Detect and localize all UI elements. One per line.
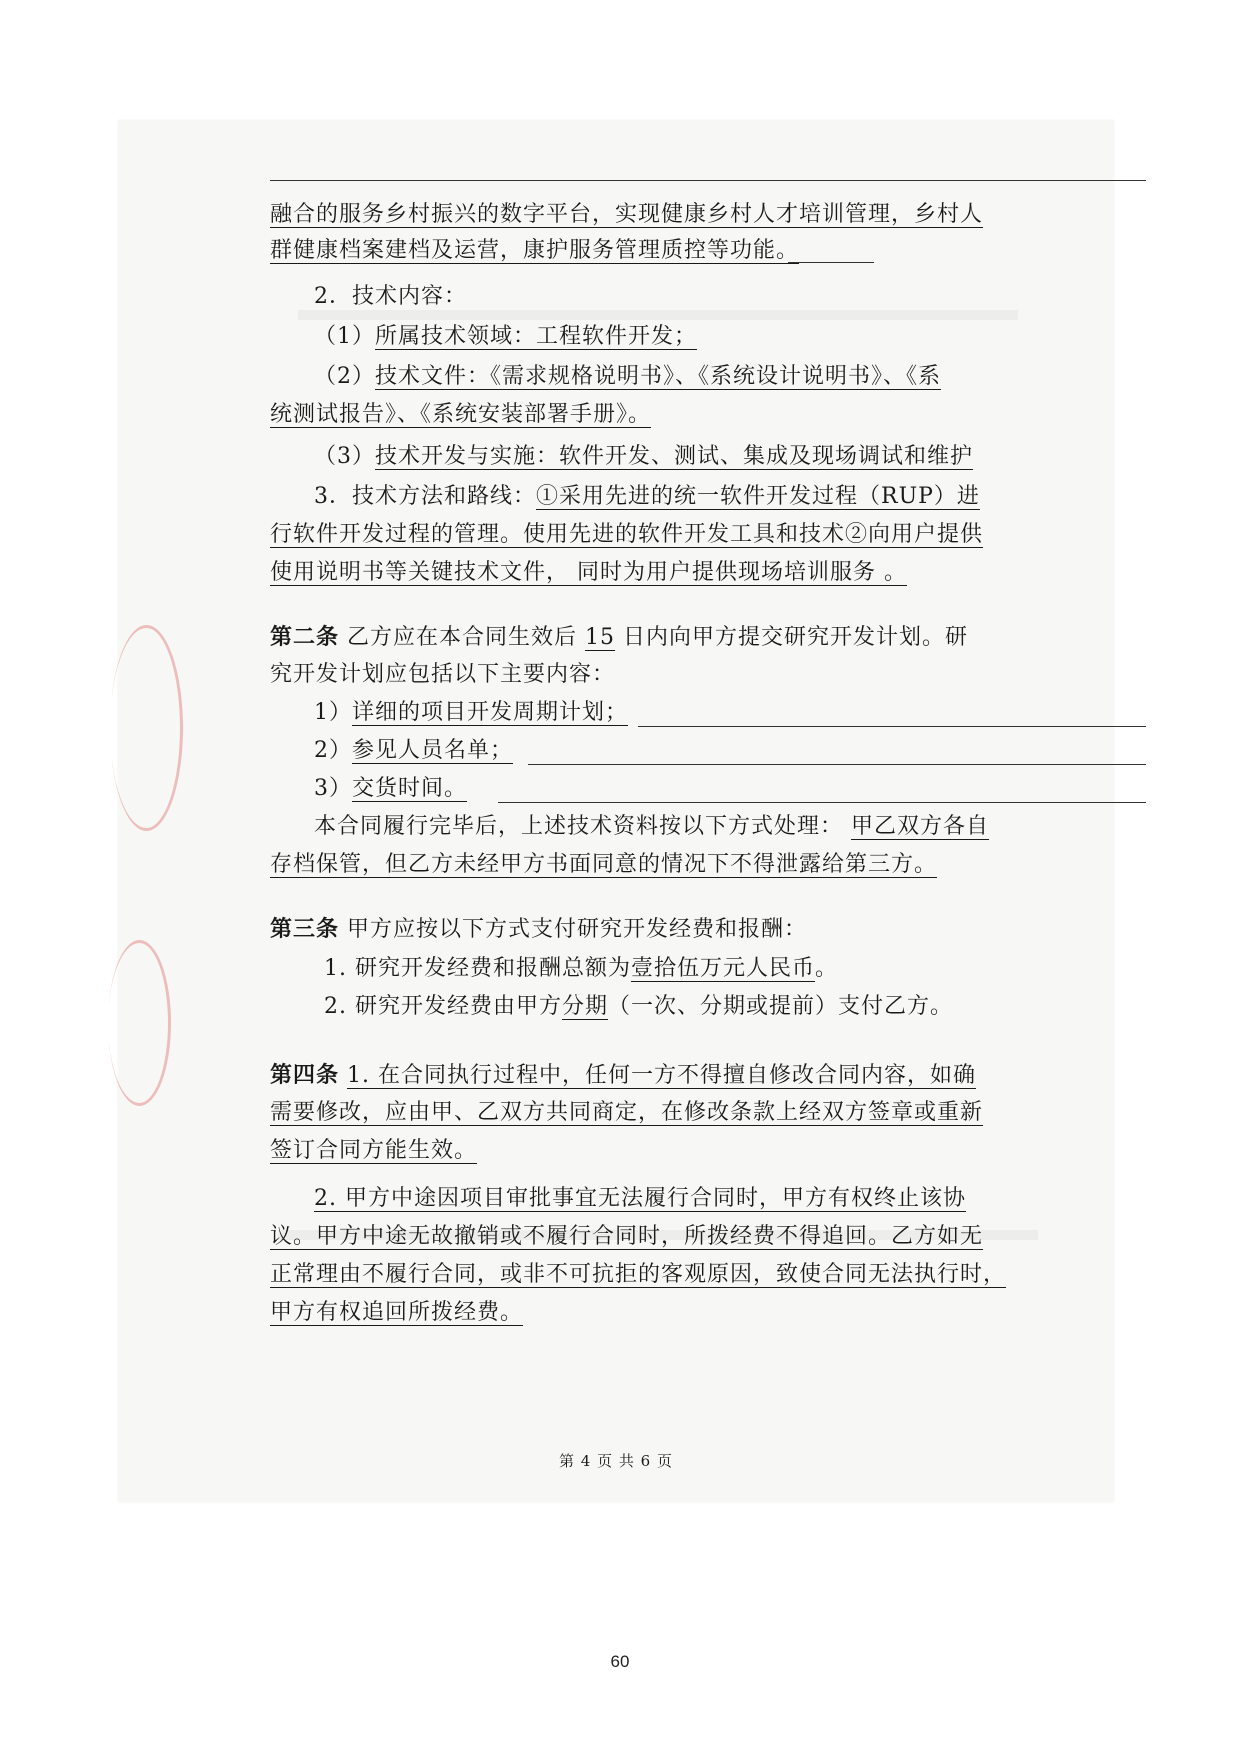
article-3-line xyxy=(270,912,807,947)
body-text: 甲方应按以下方式支付研究开发经费和报酬： xyxy=(347,917,808,942)
paragraph-line: 究开发计划应包括以下主要内容： xyxy=(270,662,616,687)
list-item xyxy=(314,696,628,730)
underlined-text: 分期 xyxy=(561,994,608,1019)
body-text: 。 xyxy=(815,956,839,981)
underlined-text: 壹拾伍万元人民币 xyxy=(630,956,815,981)
header-rule xyxy=(270,180,1146,181)
fill-underline xyxy=(788,262,874,263)
list-marker: 2） xyxy=(314,738,352,763)
paragraph-line: 议。甲方中途无故撤销或不履行合同时，所拨经费不得追回。乙方如无 xyxy=(270,1224,984,1249)
underlined-text: 交货时间。 xyxy=(352,776,468,801)
body-text: 日内向甲方提交研究开发计划。研 xyxy=(615,625,969,650)
red-seal-stamp xyxy=(110,625,183,831)
list-item xyxy=(314,360,941,394)
payment-line xyxy=(324,990,953,1024)
list-item xyxy=(314,734,513,768)
fill-underline xyxy=(498,802,1146,803)
body-text: 2. 研究开发经费由甲方 xyxy=(324,994,562,1019)
underlined-text: 所属技术领域：工程软件开发； xyxy=(375,324,698,349)
underlined-text: 详细的项目开发周期计划； xyxy=(352,700,629,725)
underlined-text: ①采用先进的统一软件开发过程（RUP）进 xyxy=(536,484,980,509)
fill-underline xyxy=(638,726,1146,727)
list-marker: （3） xyxy=(314,444,375,469)
page-footer: 第 4 页 共 6 页 xyxy=(559,1452,673,1470)
list-marker: （1） xyxy=(314,324,375,349)
scanned-contract-page xyxy=(118,120,1114,1502)
body-text: 乙方应在本合同生效后 xyxy=(347,625,586,650)
underlined-text: 参见人员名单； xyxy=(352,738,514,763)
underlined-text: 技术文件：《需求规格说明书》、《系统设计说明书》、《系 xyxy=(375,364,942,389)
list-marker: 1） xyxy=(314,700,352,725)
paragraph-line: 签订合同方能生效。 xyxy=(270,1138,478,1163)
paragraph-line: 行软件开发过程的管理。使用先进的软件开发工具和技术②向用户提供 xyxy=(270,522,984,547)
page-number: 60 xyxy=(610,1652,630,1671)
body-text: 本合同履行完毕后，上述技术资料按以下方式处理： xyxy=(314,814,844,839)
article-2-line xyxy=(270,620,968,655)
paragraph-line: 群健康档案建档及运营，康护服务管理质控等功能。 xyxy=(270,238,800,263)
paragraph-line xyxy=(314,480,980,514)
paragraph-line xyxy=(314,810,989,844)
section-heading: 2．技术内容： xyxy=(314,284,467,309)
payment-line xyxy=(324,952,838,986)
underlined-text: 技术开发与实施：软件开发、测试、集成及现场调试和维护 xyxy=(375,444,974,469)
article-title: 第四条 xyxy=(270,1062,340,1088)
underlined-text: 1. 在合同执行过程中，任何一方不得擅自修改合同内容，如确 xyxy=(347,1063,977,1088)
underlined-text: 甲乙双方各自 xyxy=(851,814,990,839)
fill-underline xyxy=(528,764,1146,765)
paragraph-line: 融合的服务乡村振兴的数字平台，实现健康乡村人才培训管理，乡村人 xyxy=(270,202,984,227)
red-seal-stamp-2 xyxy=(108,940,171,1106)
body-text: （一次、分期或提前）支付乙方。 xyxy=(608,994,954,1019)
list-marker: （2） xyxy=(314,364,375,389)
list-marker: 3） xyxy=(314,776,352,801)
underlined-text: 15 xyxy=(585,625,616,650)
label-text: 3．技术方法和路线： xyxy=(314,484,536,509)
paragraph-line: 存档保管，但乙方未经甲方书面同意的情况下不得泄露给第三方。 xyxy=(270,852,938,877)
paragraph-line: 使用说明书等关键技术文件， 同时为用户提供现场培训服务 。 xyxy=(270,560,907,585)
paragraph-line: 正常理由不履行合同，或非不可抗拒的客观原因，致使合同无法执行时， xyxy=(270,1262,1007,1287)
paragraph-line: 需要修改，应由甲、乙双方共同商定，在修改条款上经双方签章或重新 xyxy=(270,1100,984,1125)
article-title: 第二条 xyxy=(270,624,340,650)
article-4-line xyxy=(270,1058,976,1093)
list-item xyxy=(314,440,973,474)
list-item xyxy=(314,772,467,806)
paragraph-line: 统测试报告》、《系统安装部署手册》。 xyxy=(270,402,652,427)
list-item xyxy=(314,320,697,354)
paragraph-line: 2. 甲方中途因项目审批事宜无法履行合同时，甲方有权终止该协 xyxy=(314,1186,966,1211)
body-text: 1. 研究开发经费和报酬总额为 xyxy=(324,956,631,981)
article-title: 第三条 xyxy=(270,916,340,942)
paragraph-line: 甲方有权追回所拨经费。 xyxy=(270,1300,524,1325)
